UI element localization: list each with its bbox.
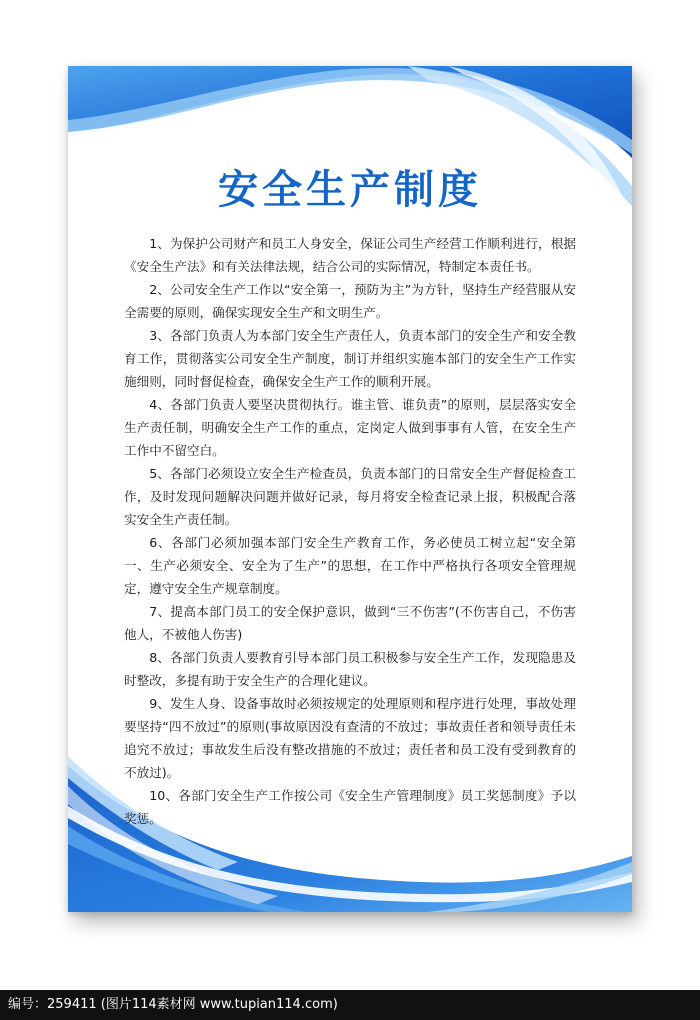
rules-body: [124, 232, 576, 830]
rule-item: 6、各部门必须加强本部门安全生产教育工作，务必使员工树立起“安全第一、生产必须安全、安全为了生产”的思想，在工作中严格执行各项安全管理规定，遵守安全生产规章制度。: [124, 535, 576, 596]
rule-item: 10、各部门安全生产工作按公司《安全生产管理制度》员工奖惩制度》予以奖惩。: [124, 788, 576, 826]
watermark-footer: 编号：259411 (图片114素材网 www.tupian114.com): [0, 990, 700, 1020]
rule-item: 3、各部门负责人为本部门安全生产责任人，负责本部门的安全生产和安全教育工作，贯彻落实公司安全生产制度，制订并组织实施本部门的安全生产工作实施细则，同时督促检查，确保安全生产工作的顺利开展。: [124, 328, 576, 389]
poster-board: [68, 66, 632, 912]
rule-item: 2、公司安全生产工作以“安全第一，预防为主”为方针，坚持生产经营服从安全需要的原则，确保实现安全生产和文明生产。: [124, 282, 576, 320]
rule-item: 4、各部门负责人要坚决贯彻执行。谁主管、谁负责”的原则，层层落实安全生产责任制，明确安全生产工作的重点，定岗定人做到事事有人管，在安全生产工作中不留空白。: [124, 397, 576, 458]
rule-item: 5、各部门必须设立安全生产检查员，负责本部门的日常安全生产督促检查工作，及时发现问题解决问题并做好记录，每月将安全检查记录上报，积极配合落实安全生产责任制。: [124, 466, 576, 527]
rule-item: 9、发生人身、设备事故时必须按规定的处理原则和程序进行处理，事故处理要坚持“四不放过”的原则(事故原因没有查清的不放过；事故责任者和领导责任未追究不放过；事故发生后没有整改措施的不放过；责任者和员工没有受到教育的不放过)。: [124, 696, 576, 780]
rule-item: 1、为保护公司财产和员工人身安全，保证公司生产经营工作顺利进行，根据《安全生产法》和有关法律法规，结合公司的实际情况，特制定本责任书。: [124, 236, 576, 274]
rule-item: 8、各部门负责人要教育引导本部门员工积极参与安全生产工作，发现隐患及时整改，多提有助于安全生产的合理化建议。: [124, 650, 576, 688]
page-title: 安全生产制度: [218, 167, 482, 213]
rule-item: 7、提高本部门员工的安全保护意识，做到“三不伤害”(不伤害自己，不伤害他人，不被他人伤害): [124, 604, 576, 642]
